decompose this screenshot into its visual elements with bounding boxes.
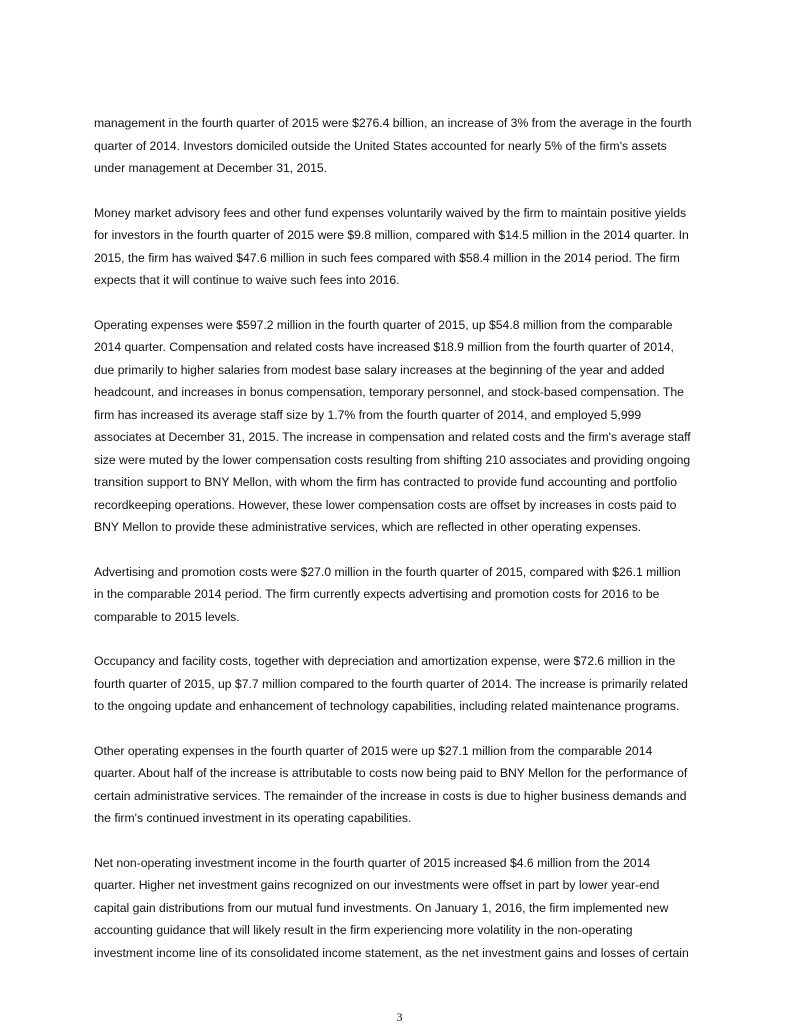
text-line: accounting guidance that will likely result in the firm experiencing more volatility in the non-operating bbox=[94, 923, 633, 937]
text-line: the firm's continued investment in its operating capabilities. bbox=[94, 811, 412, 825]
text-line: comparable to 2015 levels. bbox=[94, 609, 240, 624]
text-line: recordkeeping operations. However, these lower compensation costs are offset by increases in costs paid to bbox=[94, 497, 677, 512]
text-line: Operating expenses were $597.2 million in the fourth quarter of 2015, up $54.8 million from the comparable bbox=[94, 317, 673, 332]
text-line: in the comparable 2014 period. The firm currently expects advertising and promotion costs for 2016 to be bbox=[94, 587, 660, 601]
text-line: associates at December 31, 2015. The increase in compensation and related costs and the firm's average staff bbox=[94, 430, 691, 444]
text-line: certain administrative services. The remainder of the increase in costs is due to higher business demands and bbox=[94, 788, 687, 803]
paragraph-fee-waivers bbox=[94, 202, 754, 292]
text-line: Occupancy and facility costs, together with depreciation and amortization expense, were $72.6 million in the bbox=[94, 654, 676, 668]
paragraph-assets-under-management bbox=[94, 112, 754, 180]
page-number: 3 bbox=[396, 1010, 403, 1024]
text-line: quarter. About half of the increase is attributable to costs now being paid to BNY Mellon for the performance of bbox=[94, 766, 688, 780]
text-line: Other operating expenses in the fourth quarter of 2015 were up $27.1 million from the comparable 2014 bbox=[94, 743, 653, 758]
text-line: investment income line of its consolidated income statement, as the net investment gains and losses of certain bbox=[94, 945, 689, 960]
text-line: capital gain distributions from our mutual fund investments. On January 1, 2016, the firm implemented new bbox=[94, 900, 669, 915]
document-body bbox=[94, 112, 754, 986]
text-line: under management at December 31, 2015. bbox=[94, 161, 328, 175]
text-line: firm has increased its average staff size by 1.7% from the fourth quarter of 2014, and employed 5,999 bbox=[94, 407, 642, 422]
text-line: fourth quarter of 2015, up $7.7 million compared to the fourth quarter of 2014. The increase is primarily related bbox=[94, 676, 688, 691]
text-line: due primarily to higher salaries from modest base salary increases at the beginning of the year and added bbox=[94, 362, 665, 377]
text-line: 2014 quarter. Compensation and related costs have increased $18.9 million from the fourth quarter of 2014, bbox=[94, 340, 674, 354]
text-line: quarter. Higher net investment gains recognized on our investments were offset in part by lower year-end bbox=[94, 878, 660, 892]
paragraph-other-operating-expenses bbox=[94, 740, 754, 830]
paragraph-non-operating-income bbox=[94, 852, 754, 965]
text-line: expects that it will continue to waive such fees into 2016. bbox=[94, 273, 400, 287]
text-line: transition support to BNY Mellon, with whom the firm has contracted to provide fund accounting and portfolio bbox=[94, 475, 678, 489]
text-line: Money market advisory fees and other fund expenses voluntarily waived by the firm to maintain positive yields bbox=[94, 205, 687, 220]
text-line: headcount, and increases in bonus compensation, temporary personnel, and stock-based compensation. The bbox=[94, 385, 684, 399]
text-line: Net non-operating investment income in the fourth quarter of 2015 increased $4.6 million from the 2014 bbox=[94, 855, 651, 870]
text-line: 2015, the firm has waived $47.6 million in such fees compared with $58.4 million in the 2014 period. The firm bbox=[94, 250, 680, 265]
text-line: BNY Mellon to provide these administrative services, which are reflected in other operating expenses. bbox=[94, 520, 642, 534]
paragraph-operating-expenses bbox=[94, 314, 754, 539]
paragraph-occupancy-facility bbox=[94, 650, 754, 718]
text-line: quarter of 2014. Investors domiciled outside the United States accounted for nearly 5% of the firm's assets bbox=[94, 138, 667, 153]
text-line: to the ongoing update and enhancement of technology capabilities, including related maintenance programs. bbox=[94, 699, 680, 713]
text-line: Advertising and promotion costs were $27.0 million in the fourth quarter of 2015, compared with $26.1 million bbox=[94, 564, 681, 579]
text-line: size were muted by the lower compensation costs resulting from shifting 210 associates and providing ongoing bbox=[94, 452, 691, 467]
text-line: management in the fourth quarter of 2015 were $276.4 billion, an increase of 3% from the average in the fourth bbox=[94, 116, 692, 130]
text-line: for investors in the fourth quarter of 2015 were $9.8 million, compared with $14.5 million in the 2014 quarter. In bbox=[94, 228, 689, 242]
paragraph-advertising-promotion bbox=[94, 561, 754, 629]
